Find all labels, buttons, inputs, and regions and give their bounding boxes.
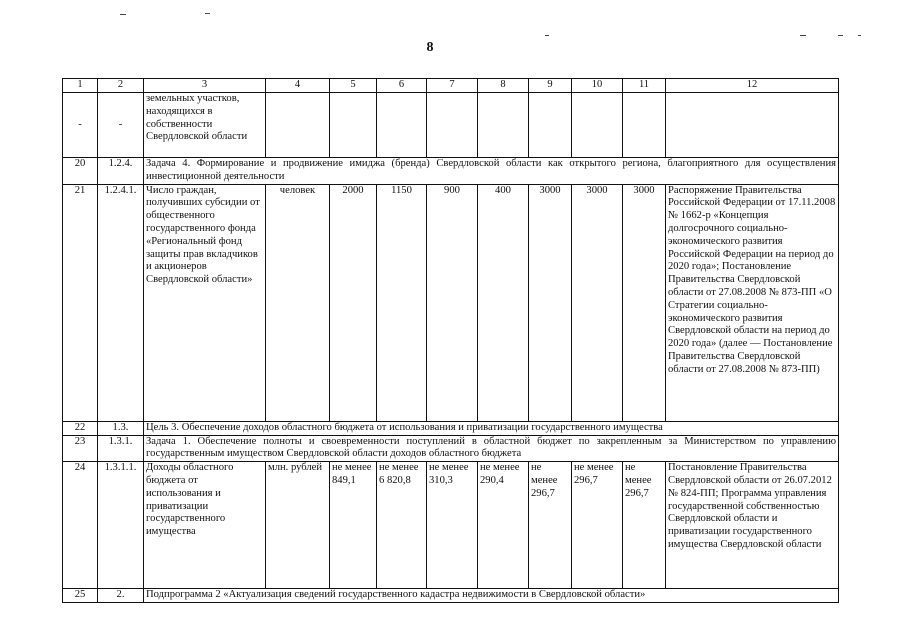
row-code-cell: 1.2.4. <box>98 158 144 185</box>
row-code-cell: - <box>98 93 144 158</box>
indicator-name-cell: Доходы областного бюджета от использования и приватизации государственного имущества <box>144 462 266 589</box>
value-cell: 3000 <box>572 184 623 421</box>
value-cell: не менее 296,7 <box>623 462 666 589</box>
scan-speck <box>858 35 861 36</box>
table-row <box>63 158 839 185</box>
source-cell: Распоряжение Правительства Российской Федерации от 17.11.2008 № 1662-р «Концепция долгосрочного социально-экономического развития Российской Федерации на период до 2020 года»; Постановление Правительства Свердловской области от 27.08.2008 № 873-ПП «О Стратегии социально-экономического развития Свердловской области на период до 2020 года» (далее — Постановление Правительства Свердловской области от 27.08.2008 № 873-ПП) <box>666 184 839 421</box>
table-header-row <box>63 79 839 93</box>
value-cell <box>377 93 427 158</box>
table-row <box>63 589 839 603</box>
row-number-cell: 25 <box>63 589 98 603</box>
value-cell: не менее 6 820,8 <box>377 462 427 589</box>
task-text-cell: Задача 4. Формирование и продвижение имиджа (бренда) Свердловской области как открытого региона, благоприятного для осуществления инвестиционной деятельности <box>144 158 839 185</box>
row-code-cell: 1.3.1. <box>98 435 144 462</box>
value-cell: 3000 <box>529 184 572 421</box>
scan-speck <box>120 14 126 15</box>
page-number: 8 <box>426 40 434 55</box>
value-cell: 400 <box>478 184 529 421</box>
subprogram-text-cell: Подпрограмма 2 «Актуализация сведений государственного кадастра недвижимости в Свердловской области» <box>144 589 839 603</box>
column-header: 1 <box>63 79 98 93</box>
column-header: 11 <box>623 79 666 93</box>
row-code-cell: 2. <box>98 589 144 603</box>
table-row <box>63 421 839 435</box>
table-row <box>63 93 839 158</box>
scan-speck <box>838 35 843 36</box>
task-text-cell: Задача 1. Обеспечение полноты и своевременности поступлений в областной бюджет по закрепленным за Министерством по управлению государственным имуществом Свердловской области доходов областного бюджета <box>144 435 839 462</box>
row-number-cell: 22 <box>63 421 98 435</box>
column-header: 6 <box>377 79 427 93</box>
value-cell: не менее 310,3 <box>427 462 478 589</box>
column-header: 9 <box>529 79 572 93</box>
unit-cell: человек <box>266 184 330 421</box>
value-cell: не менее 296,7 <box>572 462 623 589</box>
column-header: 8 <box>478 79 529 93</box>
indicator-name-cell: земельных участков, находящихся в собственности Свердловской области <box>144 93 266 158</box>
value-cell: 3000 <box>623 184 666 421</box>
column-header: 2 <box>98 79 144 93</box>
column-header: 3 <box>144 79 266 93</box>
value-cell: не менее 296,7 <box>529 462 572 589</box>
scan-speck <box>545 35 549 36</box>
goal-text-cell: Цель 3. Обеспечение доходов областного бюджета от использования и приватизации государственного имущества <box>144 421 839 435</box>
column-header: 7 <box>427 79 478 93</box>
column-header: 10 <box>572 79 623 93</box>
value-cell: не менее 849,1 <box>330 462 377 589</box>
scan-speck <box>205 13 210 14</box>
row-code-cell: 1.3.1.1. <box>98 462 144 589</box>
value-cell: не менее 290,4 <box>478 462 529 589</box>
table-row <box>63 462 839 589</box>
unit-cell <box>266 93 330 158</box>
value-cell <box>623 93 666 158</box>
table-row <box>63 435 839 462</box>
source-cell: Постановление Правительства Свердловской области от 26.07.2012 № 824-ПП; Программа управления государственной собственностью Свердловской области и приватизации государственного имущества Свердловской области <box>666 462 839 589</box>
value-cell <box>330 93 377 158</box>
value-cell: 2000 <box>330 184 377 421</box>
source-cell <box>666 93 839 158</box>
value-cell <box>572 93 623 158</box>
row-number-cell: 24 <box>63 462 98 589</box>
indicator-name-cell: Число граждан, получивших субсидии от общественного государственного фонда «Региональный фонд защиты прав вкладчиков и акционеров Свердловской области» <box>144 184 266 421</box>
value-cell: 1150 <box>377 184 427 421</box>
column-header: 5 <box>330 79 377 93</box>
row-number-cell: 23 <box>63 435 98 462</box>
column-header: 12 <box>666 79 839 93</box>
value-cell <box>427 93 478 158</box>
row-number-cell: 21 <box>63 184 98 421</box>
value-cell <box>529 93 572 158</box>
row-number-cell: - <box>63 93 98 158</box>
table-row <box>63 184 839 421</box>
row-number-cell: 20 <box>63 158 98 185</box>
row-code-cell: 1.2.4.1. <box>98 184 144 421</box>
value-cell <box>478 93 529 158</box>
unit-cell: млн. рублей <box>266 462 330 589</box>
scan-speck <box>800 35 806 36</box>
column-header: 4 <box>266 79 330 93</box>
row-code-cell: 1.3. <box>98 421 144 435</box>
value-cell: 900 <box>427 184 478 421</box>
indicators-table <box>62 78 839 603</box>
